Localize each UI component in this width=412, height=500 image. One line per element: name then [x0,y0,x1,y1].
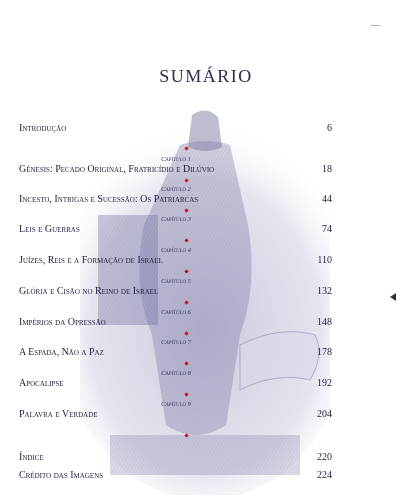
chapter-number: Capítulo 1 [161,156,191,163]
toc-entry-page: 18 [322,164,332,175]
corner-mark: — [371,20,380,30]
toc-entry[interactable] [19,378,332,392]
toc-entry-page: 110 [317,255,332,266]
toc-entry[interactable] [19,317,332,331]
toc-entry-page: 204 [317,409,332,420]
toc-entry[interactable] [19,224,332,238]
toc-entry-label: Gênesis: Pecado Original, Fratricídio e Dilúvio [19,164,215,175]
toc-entry[interactable] [19,452,332,466]
toc-entry-page: 178 [317,347,332,358]
toc-entry-label: Introdução [19,123,67,134]
toc-entry-page: 74 [322,224,332,235]
page-title: SUMÁRIO [159,66,253,86]
chapter-number: Capítulo 9 [161,401,191,408]
toc-entry-label: Palavra e Verdade [19,409,98,420]
toc-entry[interactable] [19,194,332,208]
chapter-number: Capítulo 3 [161,216,191,223]
toc-entry-page: 148 [317,317,332,328]
chapter-number: Capítulo 8 [161,370,191,377]
toc-entry-page: 44 [322,194,332,205]
toc-entry-page: 6 [327,123,332,134]
toc-entry-label: Glória e Cisão no Reino de Israel [19,286,159,297]
toc-entry-label: Apocalipse [19,378,64,389]
toc-entry[interactable] [19,164,332,178]
toc-entry-label: Incesto, Intrigas e Sucessão: Os Patriarcas [19,194,199,205]
toc-entry-page: 220 [317,452,332,463]
toc-entry[interactable] [19,123,332,137]
toc-entry-page: 224 [317,470,332,481]
toc-entry[interactable] [19,347,332,361]
toc-entry[interactable] [19,286,332,300]
chapter-number: Capítulo 7 [161,339,191,346]
toc-entry-page: 132 [317,286,332,297]
chapter-number: Capítulo 5 [161,278,191,285]
chapter-number: Capítulo 6 [161,309,191,316]
page-turn-arrow-icon[interactable] [388,292,398,302]
toc-entry-page: 192 [317,378,332,389]
chapter-number: Capítulo 4 [161,247,191,254]
toc-entry[interactable] [19,409,332,423]
toc-entry[interactable] [19,255,332,269]
toc-entry-label: Índice [19,452,44,463]
toc-entry[interactable] [19,470,332,484]
toc-entry-label: Crédito das Imagens [19,470,104,481]
toc-entry-label: Leis e Guerras [19,224,80,235]
toc-entry-label: A Espada, Não a Paz [19,347,104,358]
chapter-number: Capítulo 2 [161,186,191,193]
toc-entry-label: Juízes, Reis e a Formação de Israel [19,255,163,266]
toc-entry-label: Impérios da Opressão [19,317,106,328]
